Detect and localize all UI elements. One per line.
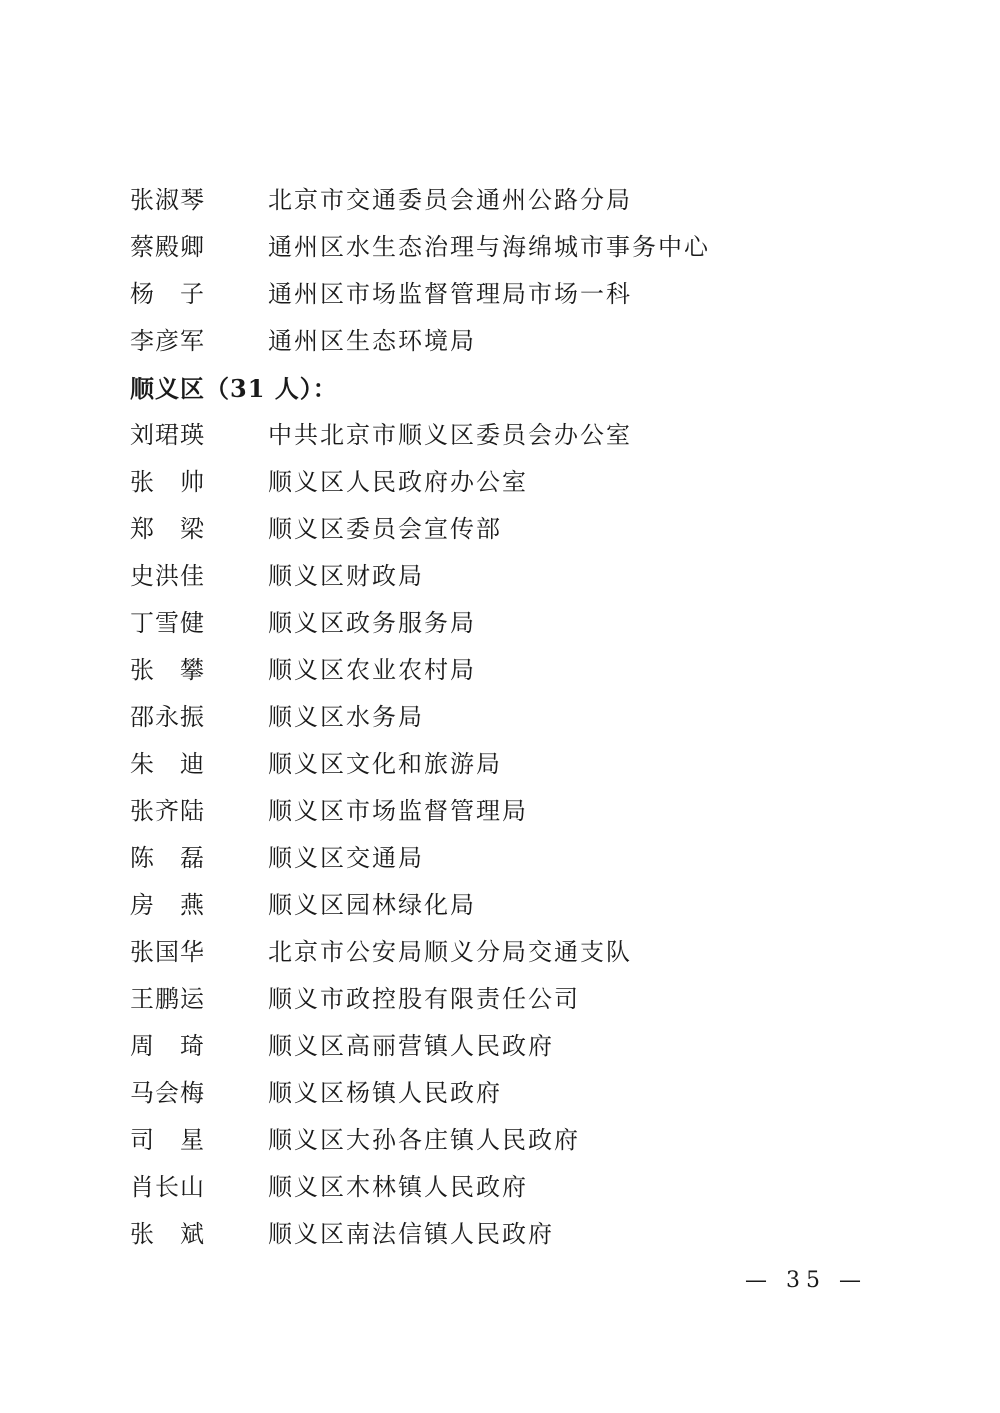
list-item [130,976,890,1023]
work-unit: 顺义区高丽营镇人民政府 [268,1032,554,1060]
list-item [130,271,890,318]
person-name: 陈 磊 [130,844,205,872]
list-item [130,224,890,271]
person-name: 史洪佳 [130,562,205,590]
person-name: 张齐陆 [130,797,205,825]
person-name: 邵永振 [130,703,205,731]
list-item [130,835,890,882]
person-name: 肖长山 [130,1173,205,1201]
work-unit: 顺义区南法信镇人民政府 [268,1220,554,1248]
work-unit: 顺义区人民政府办公室 [268,468,528,496]
person-name: 张国华 [130,938,205,966]
list-item [130,788,890,835]
list-item [130,177,890,224]
person-name: 刘珺瑛 [130,421,205,449]
work-unit: 顺义区委员会宣传部 [268,515,502,543]
person-name: 朱 迪 [130,750,205,778]
person-name: 蔡殿卿 [130,233,205,261]
page-number: — 35 — [745,1268,867,1293]
work-unit: 顺义市政控股有限责任公司 [268,985,580,1013]
person-name: 张 斌 [130,1220,205,1248]
list-item [130,318,890,365]
work-unit: 顺义区政务服务局 [268,609,476,637]
person-name: 张 帅 [130,468,205,496]
work-unit: 通州区生态环境局 [268,327,476,355]
list-item [130,553,890,600]
personnel-list [130,177,890,1258]
work-unit: 中共北京市顺义区委员会办公室 [268,421,632,449]
list-item [130,506,890,553]
person-name: 司 星 [130,1126,205,1154]
work-unit: 顺义区市场监督管理局 [268,797,528,825]
person-name: 杨 子 [130,280,205,308]
work-unit: 通州区水生态治理与海绵城市事务中心 [268,233,710,261]
work-unit: 顺义区大孙各庄镇人民政府 [268,1126,580,1154]
work-unit: 顺义区财政局 [268,562,424,590]
work-unit: 顺义区交通局 [268,844,424,872]
list-item [130,1117,890,1164]
work-unit: 顺义区杨镇人民政府 [268,1079,502,1107]
list-item [130,412,890,459]
list-item [130,459,890,506]
work-unit: 顺义区水务局 [268,703,424,731]
work-unit: 顺义区园林绿化局 [268,891,476,919]
person-name: 王鹏运 [130,985,205,1013]
list-item [130,600,890,647]
work-unit: 顺义区农业农村局 [268,656,476,684]
person-name: 马会梅 [130,1079,205,1107]
list-item [130,929,890,976]
list-item [130,1070,890,1117]
list-item [130,741,890,788]
work-unit: 通州区市场监督管理局市场一科 [268,280,632,308]
work-unit: 顺义区木林镇人民政府 [268,1173,528,1201]
list-item [130,882,890,929]
person-name: 张 攀 [130,656,205,684]
work-unit: 顺义区文化和旅游局 [268,750,502,778]
person-name: 张淑琴 [130,186,205,214]
list-item [130,694,890,741]
person-name: 李彦军 [130,327,205,355]
section-heading: 顺义区（31 人）： [130,374,338,403]
work-unit: 北京市交通委员会通州公路分局 [268,186,632,214]
list-item [130,1023,890,1070]
person-name: 郑 梁 [130,515,205,543]
list-item [130,1211,890,1258]
list-item [130,647,890,694]
list-item [130,1164,890,1211]
work-unit: 北京市公安局顺义分局交通支队 [268,938,632,966]
person-name: 丁雪健 [130,609,205,637]
person-name: 房 燕 [130,891,205,919]
person-name: 周 琦 [130,1032,205,1060]
